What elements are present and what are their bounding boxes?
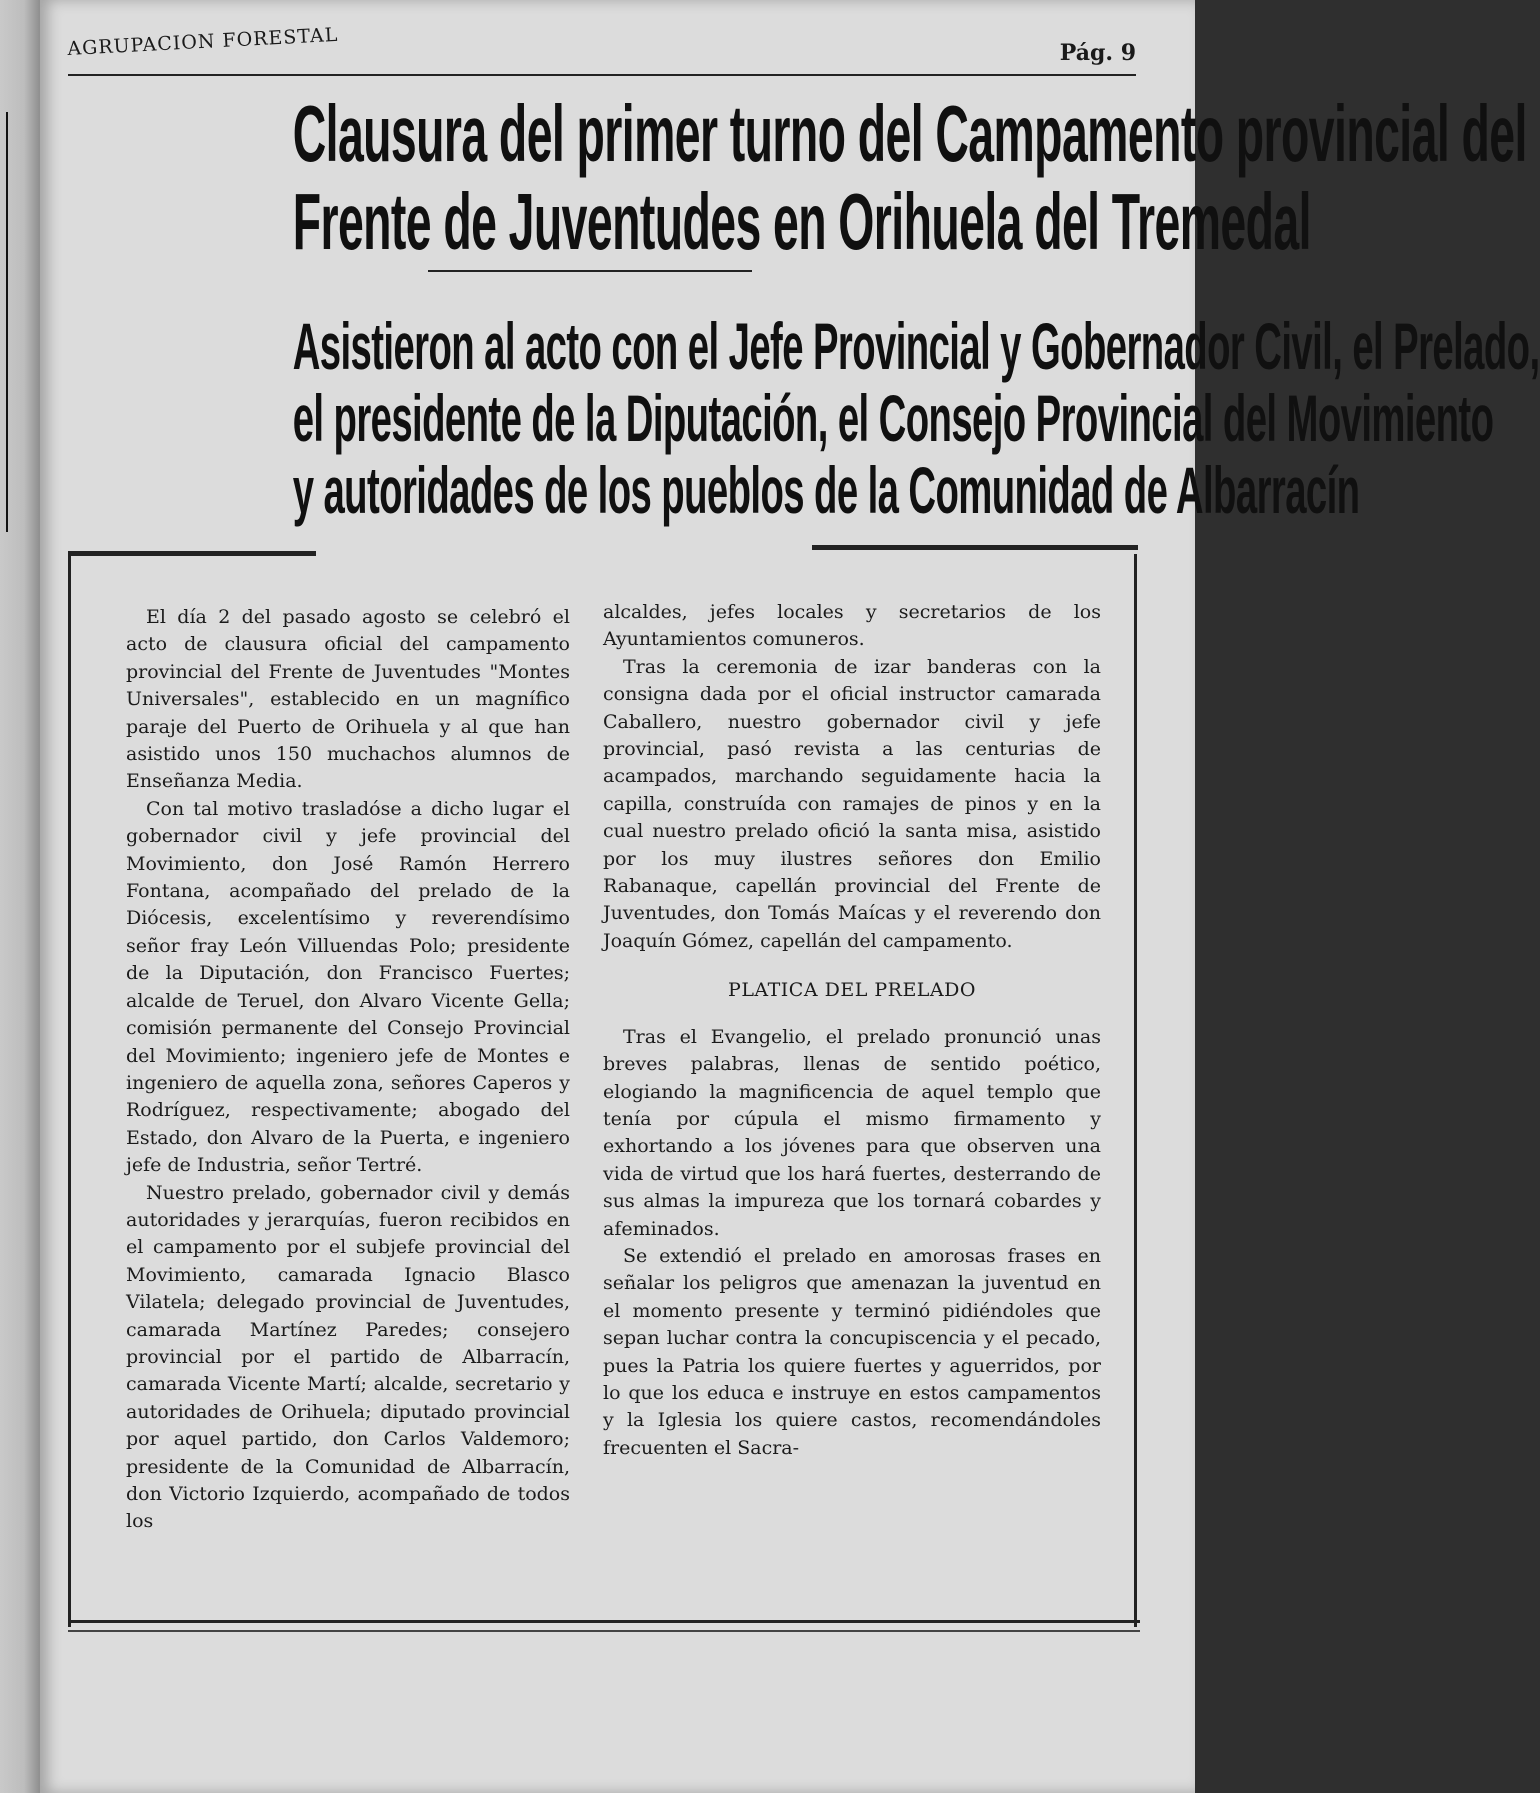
paragraph: Tras la ceremonia de izar banderas con la consigna dada por el oficial instructor camarada Caballero, nuestro gobernador civil y jefe provincial, pasó revista a las centurias de acampados, marchando seguidamente hacia la capilla, construída con ramajes de pinos y en la cual nuestro prelado ofició la santa misa, asistido por los muy ilustres señores don Emilio Rabanaque, capellán provincial del Frente de Juventudes, don Tomás Maícas y el reverendo don Joaquín Gómez, capellán del campamento. — [603, 655, 1101, 952]
box-bottom-rule-secondary — [68, 1630, 1140, 1632]
subheadline — [68, 309, 1540, 527]
magazine-name: AGRUPACION FORESTAL — [66, 23, 339, 60]
article-column-left — [126, 604, 570, 1536]
paragraph: Se extendió el prelado en amorosas frases en señalar los peligros que amenazan la juventud en el momento presente y terminó pidiéndoles que sepan luchar contra la concupiscencia y el pecado, pues la Patria los quiere fuertes y aguerridos, por lo que los educa e instruye en estos campamentos y la Iglesia los quiere castos, recomendándoles frecuenten el Sacra- — [603, 1244, 1101, 1459]
box-top-rule-right — [812, 545, 1138, 550]
headline-line-1: Clausura del primer turno del Campamento provincial del — [292, 89, 1527, 178]
paragraph: El día 2 del pasado agosto se celebró el acto de clausura oficial del campamento provincial del Frente de Juventudes "Montes Universales", establecido en un magnífico paraje del Puerto de Orihuela y al que han asistido unos 150 muchachos alumnos de Enseñanza Media. — [126, 606, 570, 793]
page-number: Pág. 9 — [1059, 40, 1136, 66]
running-header — [66, 23, 1136, 76]
section-title: PLATICA DEL PRELADO — [728, 979, 976, 1002]
subheadline-line-3: y autoridades de los pueblos de la Comunidad de Albarracín — [292, 453, 1360, 527]
title-divider — [428, 270, 752, 272]
magazine-page — [40, 0, 1540, 1793]
box-bottom-rule — [68, 1620, 1140, 1623]
headline-line-2: Frente de Juventudes en Orihuela del Tremedal — [292, 177, 1311, 266]
binding-edge-mark — [0, 112, 8, 532]
subheadline-line-1: Asistieron al acto con el Jefe Provincial y Gobernador Civil, el Prelado, — [292, 309, 1540, 383]
headline — [68, 89, 1527, 266]
article-column-right — [603, 599, 1101, 1462]
subheadline-line-2: el presidente de la Diputación, el Consejo Provincial del Movimiento — [292, 381, 1494, 455]
paragraph: Tras el Evangelio, el prelado pronunció unas breves palabras, llenas de sentido poético, elogiando la magnificencia de aquel templo que tenía por cúpula el mismo firmamento y exhortando a los jóvenes para que observen una vida de virtud que los hará fuertes, desterrando de sus almas la impureza que los tornará cobardes y afeminados. — [603, 1025, 1101, 1240]
paragraph: Con tal motivo trasladóse a dicho lugar el gobernador civil y jefe provincial del Movimiento, don José Ramón Herrero Fontana, acompañado del prelado de la Diócesis, excelentísimo y reverendísimo señor fray León Villuendas Polo; presidente de la Diputación, don Francisco Fuertes; alcalde de Teruel, don Alvaro Vicente Gella; comisión permanente del Consejo Provincial del Movimiento; ingeniero jefe de Montes e ingeniero de aquella zona, señores Caperos y Rodríguez, respectivamente; abogado del Estado, don Alvaro de la Puerta, e ingeniero jefe de Industria, señor Tertré. — [126, 797, 570, 1177]
paragraph: alcaldes, jefes locales y secretarios de los Ayuntamientos comuneros. — [603, 601, 1101, 651]
paragraph: Nuestro prelado, gobernador civil y demás autoridades y jerarquías, fueron recibidos en el campamento por el subjefe provincial del Movimiento, camarada Ignacio Blasco Vilatela; delegado provincial de Juventudes, camarada Martínez Paredes; consejero provincial por el partido de Albarracín, camarada Vicente Martí; alcalde, secretario y autoridades de Orihuela; diputado provincial por aquel partido, don Carlos Valdemoro; presidente de la Comunidad de Albarracín, don Victorio Izquierdo, acompañado de todos los — [126, 1181, 570, 1533]
book-binding — [0, 0, 40, 1793]
